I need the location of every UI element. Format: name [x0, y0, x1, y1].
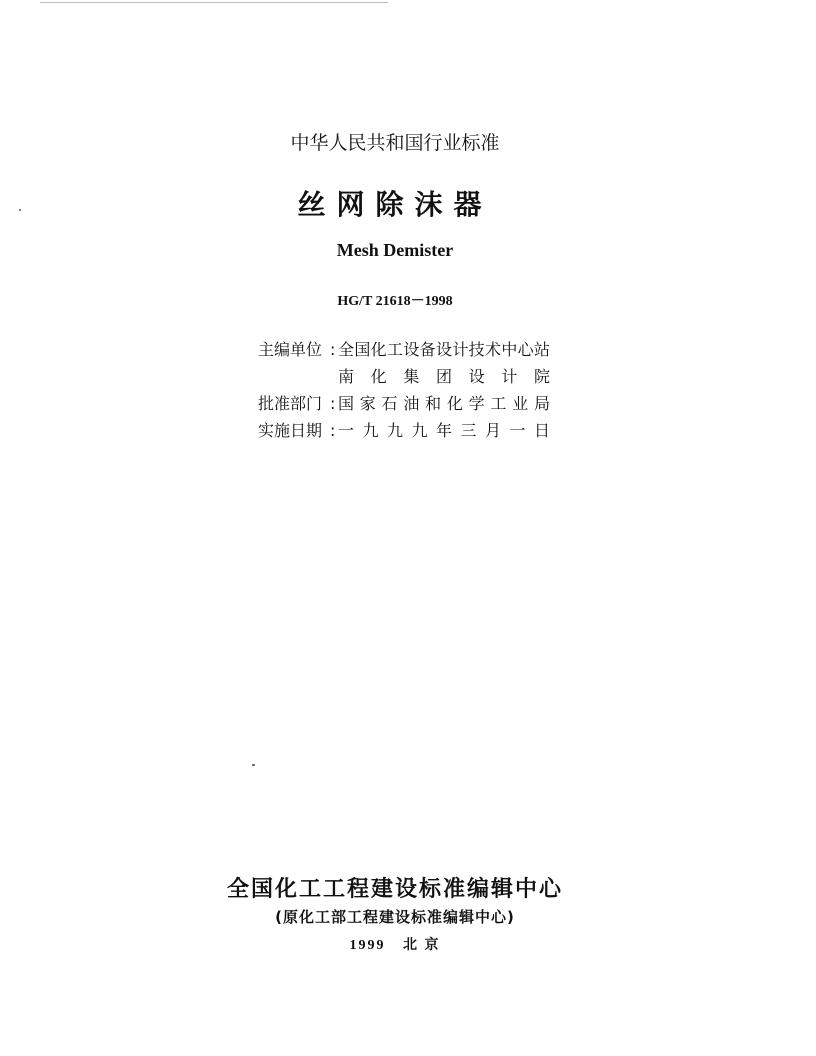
info-row-editor-2 [258, 363, 550, 390]
date-label: 实施日期 [258, 421, 323, 440]
info-row-date [258, 417, 550, 444]
editor-label: 主编单位 [258, 340, 323, 359]
colon: : [330, 421, 336, 440]
colon: : [330, 340, 336, 359]
document-title-cn: 丝网除沫器 [297, 188, 493, 221]
editor-value-2: 南化集团设计院 [338, 367, 550, 386]
scan-speck [252, 764, 255, 766]
publication-year: 1999 [349, 938, 386, 953]
scan-edge-line [40, 2, 388, 3]
standard-type-heading: 中华人民共和国行业标准 [290, 132, 500, 154]
publisher-former-name: (原化工部工程建设标准编辑中心) [275, 908, 515, 926]
publication-city: 北 京 [403, 938, 441, 953]
info-row-editor [258, 336, 550, 363]
info-row-approver [258, 390, 550, 417]
colon: : [330, 394, 336, 413]
approver-label: 批准部门 [258, 394, 323, 413]
approver-value: 国家石油和化学工业局 [338, 394, 550, 413]
standard-code: HG/T 21618－1998 [337, 294, 453, 309]
editor-value-1: 全国化工设备设计技术中心站 [338, 340, 550, 359]
date-value: 一九九九年三月一日 [338, 421, 550, 440]
info-block [258, 336, 550, 444]
publisher-name: 全国化工工程建设标准编辑中心 [226, 877, 563, 902]
document-title-en: Mesh Demister [336, 240, 454, 260]
publication-year-place [0, 934, 790, 954]
